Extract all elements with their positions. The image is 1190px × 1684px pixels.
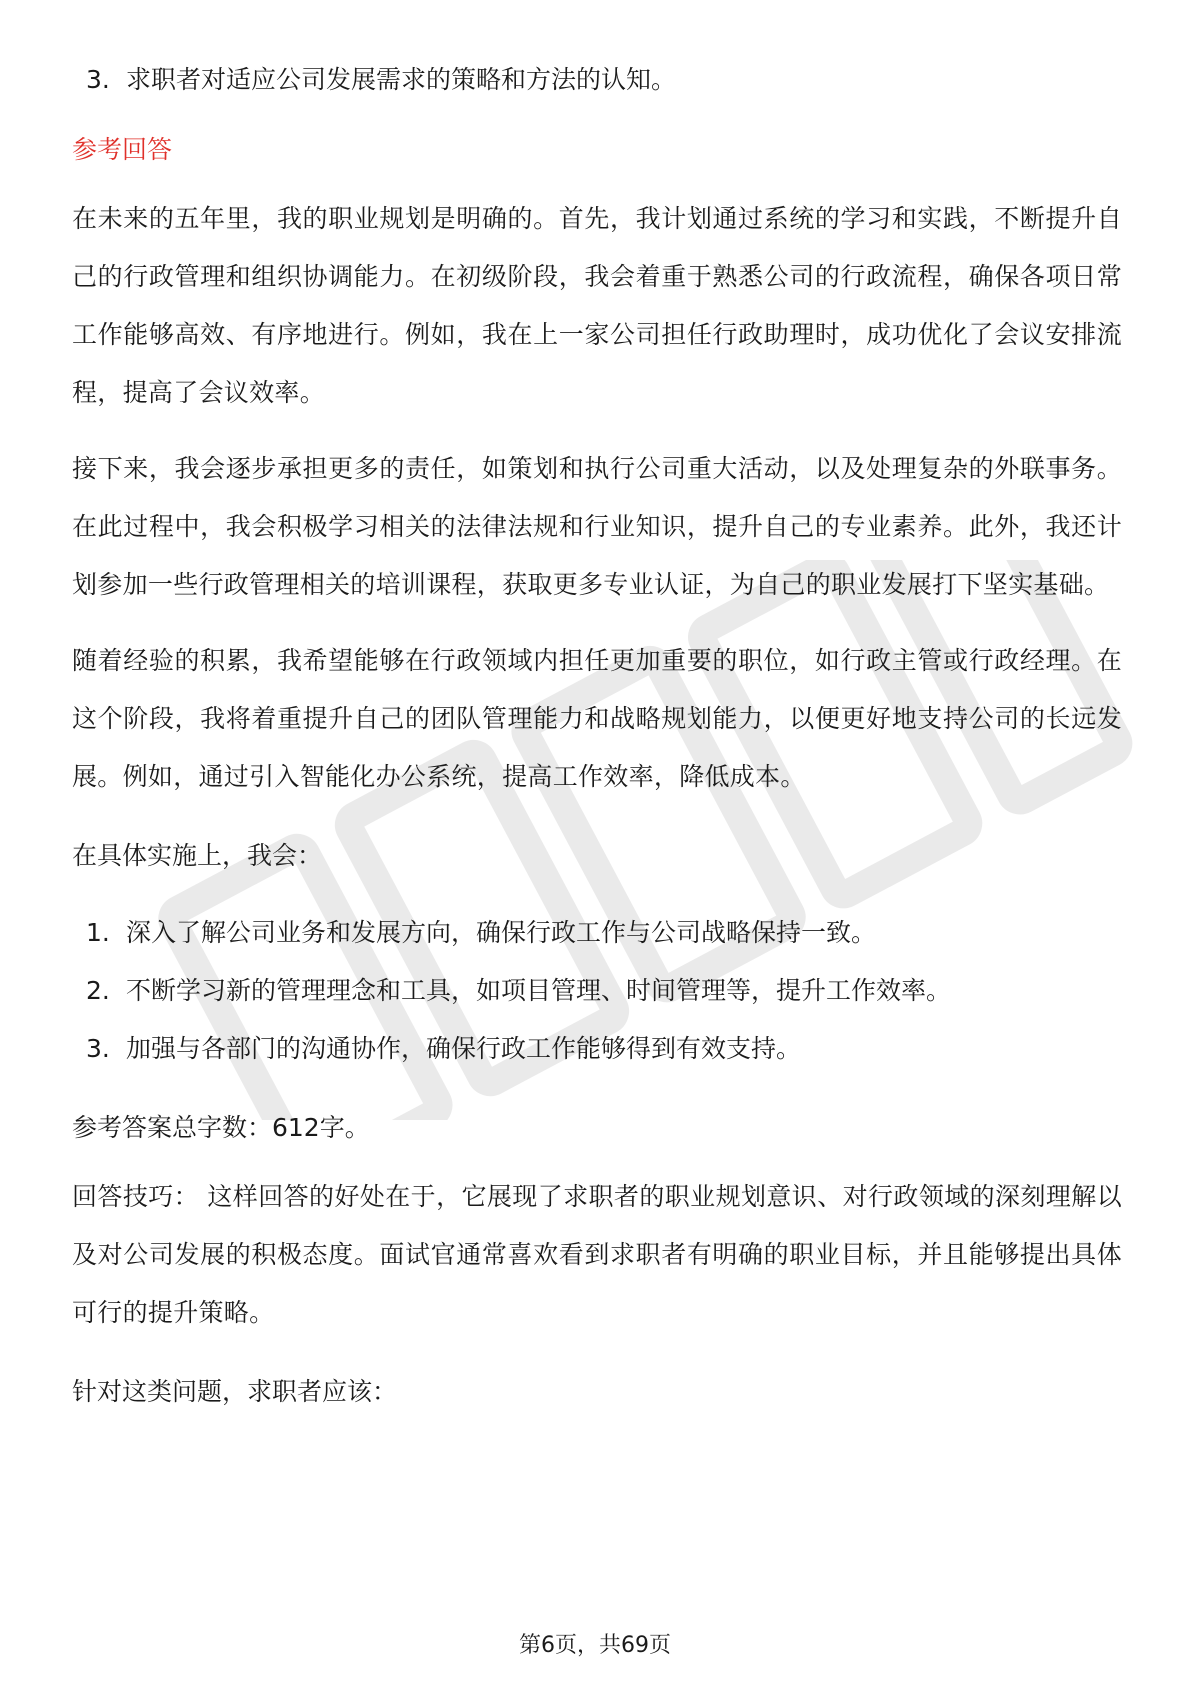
list-item-number: 3.	[86, 65, 110, 94]
intro-list-item	[72, 58, 1122, 102]
list-item-text: 加强与各部门的沟通协作，确保行政工作能够得到有效支持。	[126, 1034, 802, 1063]
document-content	[72, 58, 1122, 1414]
list-item-text: 深入了解公司业务和发展方向，确保行政工作与公司战略保持一致。	[126, 918, 877, 947]
list-item	[72, 962, 1122, 1020]
answer-tips: 回答技巧： 这样回答的好处在于，它展现了求职者的职业规划意识、对行政领域的深刻理解以及对公司发展的积极态度。面试官通常喜欢看到求职者有明确的职业目标，并且能够提出具体可行的提升策略。	[72, 1182, 1122, 1327]
list-item	[72, 904, 1122, 962]
reference-answer-heading: 参考回答	[72, 135, 173, 164]
list-item-number: 1.	[86, 918, 110, 947]
list-item-number: 3.	[86, 1034, 110, 1063]
word-count: 参考答案总字数：612字。	[72, 1113, 370, 1142]
implementation-intro: 在具体实施上，我会：	[72, 841, 323, 870]
paragraph-2: 接下来，我会逐步承担更多的责任，如策划和执行公司重大活动，以及处理复杂的外联事务。在此过程中，我会积极学习相关的法律法规和行业知识，提升自己的专业素养。此外，我还计划参加一些行政管理相关的培训课程，获取更多专业认证，为自己的职业发展打下坚实基础。	[72, 454, 1122, 599]
list-item-text: 求职者对适应公司发展需求的策略和方法的认知。	[126, 65, 677, 94]
closing-line: 针对这类问题，求职者应该：	[72, 1377, 398, 1406]
paragraph-3: 随着经验的积累，我希望能够在行政领域内担任更加重要的职位，如行政主管或行政经理。在这个阶段，我将着重提升自己的团队管理能力和战略规划能力，以便更好地支持公司的长远发展。例如，通过引入智能化办公系统，提高工作效率，降低成本。	[72, 646, 1122, 791]
list-item	[72, 1020, 1122, 1078]
page-footer: 第6页，共69页	[519, 1633, 671, 1658]
list-item-number: 2.	[86, 976, 110, 1005]
implementation-list	[72, 904, 1122, 1078]
paragraph-1: 在未来的五年里，我的职业规划是明确的。首先，我计划通过系统的学习和实践，不断提升自己的行政管理和组织协调能力。在初级阶段，我会着重于熟悉公司的行政流程，确保各项日常工作能够高效、有序地进行。例如，我在上一家公司担任行政助理时，成功优化了会议安排流程，提高了会议效率。	[72, 204, 1122, 407]
list-item-text: 不断学习新的管理理念和工具，如项目管理、时间管理等，提升工作效率。	[126, 976, 952, 1005]
